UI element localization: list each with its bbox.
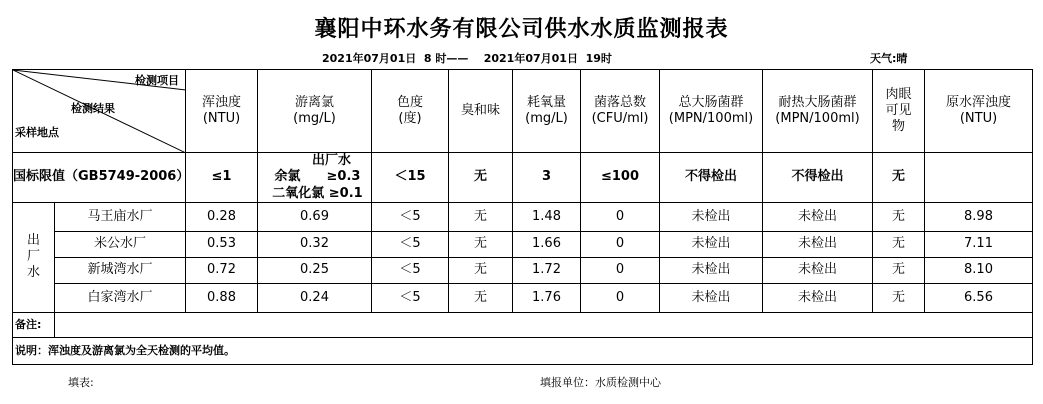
header-corner-site: 采样地点: [15, 126, 59, 139]
col-header-coliform: [660, 70, 763, 153]
cell-raw-turbidity: 8.10: [925, 257, 1033, 283]
limit-chlorine-line1: 余氯 ≥0.3: [274, 169, 361, 185]
col-name: 耐热大肠菌群: [778, 94, 857, 110]
note-row: [13, 337, 1033, 364]
remarks-value: [55, 312, 1033, 337]
limit-chlorine-title: 出厂水: [311, 153, 351, 168]
cell-thermo-coliform: 未检出: [763, 231, 873, 257]
cell-turbidity: 0.88: [186, 283, 258, 312]
footer-filler: 填表:: [68, 376, 94, 389]
cell-oxygen: 1.48: [513, 202, 581, 231]
col-unit: (NTU): [202, 111, 241, 126]
col-unit: (mg/L): [525, 111, 568, 126]
cell-colony: 0: [581, 283, 660, 312]
water-quality-table: [12, 69, 1033, 365]
col-name: 菌落总数: [593, 94, 646, 110]
cell-color: ＜5: [372, 231, 449, 257]
cell-visible: 无: [873, 202, 925, 231]
col-header-odor: [449, 70, 513, 153]
cell-raw-turbidity: 7.11: [925, 231, 1033, 257]
remarks-row: [13, 312, 1033, 337]
cell-thermo-coliform: 未检出: [763, 202, 873, 231]
col-name: 色度: [396, 94, 423, 110]
period-start-time: 8 时——: [423, 52, 469, 65]
note-text: 说明：浑浊度及游离氯为全天检测的平均值。: [13, 337, 1033, 364]
limit-colony: ≤100: [581, 153, 660, 203]
group-label-outlet-water: [13, 202, 55, 312]
col-header-turbidity: [186, 70, 258, 153]
report-period: [322, 50, 612, 66]
limit-visible: 无: [873, 153, 925, 203]
cell-oxygen: 1.66: [513, 231, 581, 257]
period-start-date: 2021年07月01日: [322, 52, 417, 65]
cell-color: ＜5: [372, 283, 449, 312]
cell-coliform: 未检出: [660, 231, 763, 257]
limit-chlorine: [258, 153, 372, 203]
plant-name: 白家湾水厂: [55, 283, 186, 312]
cell-chlorine: 0.24: [258, 283, 372, 312]
limits-label: 国标限值（GB5749-2006）: [13, 153, 186, 203]
col-name: 原水浑浊度: [945, 94, 1011, 110]
cell-oxygen: 1.72: [513, 257, 581, 283]
cell-odor: 无: [449, 257, 513, 283]
col-header-thermo-coliform: [763, 70, 873, 153]
limit-odor: 无: [449, 153, 513, 203]
cell-visible: 无: [873, 283, 925, 312]
period-end-date: 2021年07月01日: [483, 52, 578, 65]
plant-name: 马王庙水厂: [55, 202, 186, 231]
cell-chlorine: 0.32: [258, 231, 372, 257]
col-header-chlorine: [258, 70, 372, 153]
limit-oxygen: 3: [513, 153, 581, 203]
table-row: [13, 231, 1033, 257]
limits-row: [13, 153, 1033, 203]
col-header-visible: [873, 70, 925, 153]
plant-name: 新城湾水厂: [55, 257, 186, 283]
col-unit: (CFU/ml): [591, 111, 649, 126]
col-header-raw-turbidity: [925, 70, 1033, 153]
limit-coliform: 不得检出: [660, 153, 763, 203]
cell-chlorine: 0.69: [258, 202, 372, 231]
cell-oxygen: 1.76: [513, 283, 581, 312]
cell-odor: 无: [449, 202, 513, 231]
limit-turbidity: ≤1: [186, 153, 258, 203]
cell-coliform: 未检出: [660, 283, 763, 312]
table-row: [13, 202, 1033, 231]
col-name: 总大肠菌群: [678, 94, 744, 110]
limit-chlorine-line2: 二氧化氯 ≥0.1: [272, 185, 363, 201]
col-unit: (MPN/100ml): [775, 111, 860, 126]
header-corner-items: 检测项目: [135, 74, 179, 87]
cell-odor: 无: [449, 231, 513, 257]
period-end-time: 19时: [585, 52, 612, 65]
table-row: [13, 257, 1033, 283]
cell-colony: 0: [581, 257, 660, 283]
col-header-colony: [581, 70, 660, 153]
col-name: 浑浊度: [201, 94, 241, 110]
cell-raw-turbidity: 6.56: [925, 283, 1033, 312]
header-corner: [13, 70, 186, 153]
table-row: [13, 283, 1033, 312]
cell-coliform: 未检出: [660, 257, 763, 283]
cell-odor: 无: [449, 283, 513, 312]
cell-chlorine: 0.25: [258, 257, 372, 283]
col-unit: (度): [398, 111, 422, 126]
col-header-color: [372, 70, 449, 153]
remarks-label: 备注:: [13, 312, 55, 337]
footer-unit: 填报单位：水质检测中心: [540, 376, 661, 389]
cell-visible: 无: [873, 231, 925, 257]
cell-thermo-coliform: 未检出: [763, 283, 873, 312]
cell-raw-turbidity: 8.98: [925, 202, 1033, 231]
cell-turbidity: 0.53: [186, 231, 258, 257]
weather: 天气:晴: [870, 52, 908, 65]
cell-coliform: 未检出: [660, 202, 763, 231]
group-label-text: 出厂水: [26, 232, 40, 281]
header-corner-results: 检测结果: [71, 102, 115, 115]
cell-color: ＜5: [372, 257, 449, 283]
cell-turbidity: 0.28: [186, 202, 258, 231]
limit-raw-turbidity: [925, 153, 1033, 203]
limit-color: ＜15: [372, 153, 449, 203]
report-title: 襄阳中环水务有限公司供水水质监测报表: [314, 17, 729, 42]
col-unit: (NTU): [959, 111, 998, 126]
cell-turbidity: 0.72: [186, 257, 258, 283]
limit-thermo-coliform: 不得检出: [763, 153, 873, 203]
cell-colony: 0: [581, 202, 660, 231]
col-name: 肉眼可见物: [885, 86, 912, 135]
col-header-oxygen: [513, 70, 581, 153]
cell-thermo-coliform: 未检出: [763, 257, 873, 283]
col-unit: (MPN/100ml): [668, 111, 754, 126]
cell-visible: 无: [873, 257, 925, 283]
col-name: 耗氧量: [526, 94, 566, 110]
cell-colony: 0: [581, 231, 660, 257]
plant-name: 米公水厂: [55, 231, 186, 257]
col-name: 游离氯: [294, 94, 334, 110]
col-name: 臭和味: [460, 102, 500, 118]
col-unit: (mg/L): [293, 111, 336, 126]
header-row: [13, 70, 1033, 153]
cell-color: ＜5: [372, 202, 449, 231]
